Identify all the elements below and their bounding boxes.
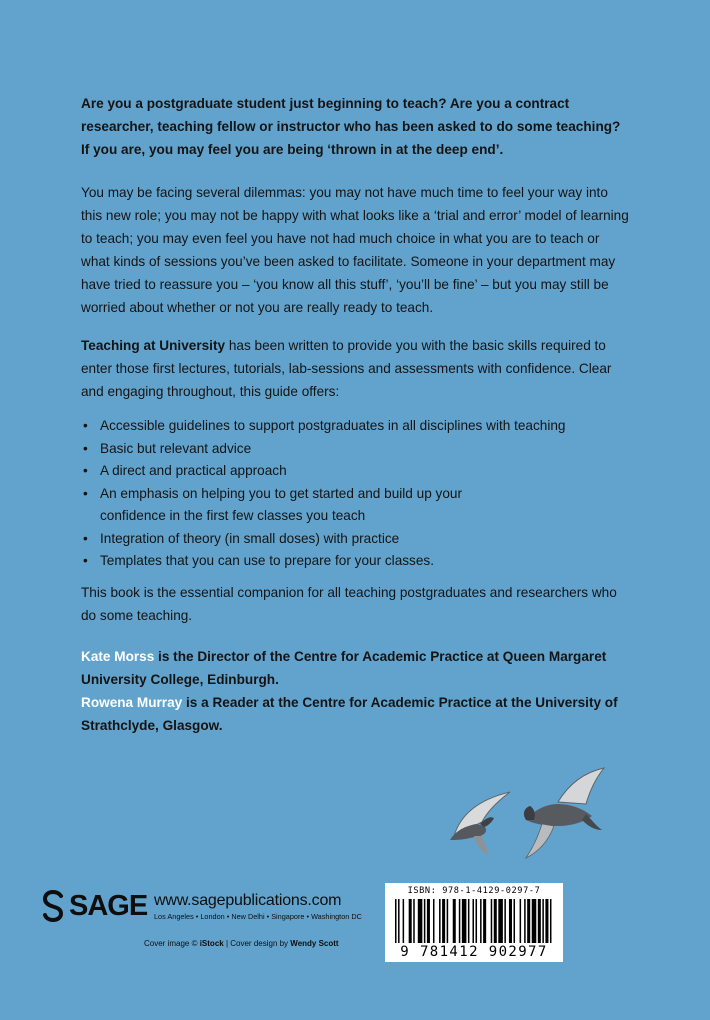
barcode-bar: [427, 899, 430, 943]
intro-text: Are you a postgraduate student just beginning to teach? Are you a contract researcher, teaching fellow or instructor who has been asked to do some teaching? If you are, you may feel you are being ‘thrown in at the deep end’.: [81, 96, 621, 157]
author-name: Kate Morss: [81, 649, 155, 664]
birds-illustration: [446, 764, 608, 862]
author-bio-murray: [81, 691, 629, 737]
pigeon-large-icon: [524, 768, 604, 858]
barcode-bar: [498, 899, 503, 943]
barcode-bar: [480, 899, 482, 943]
barcode-bar: [439, 899, 441, 943]
barcode-bar: [527, 899, 530, 943]
author-bio-morss: [81, 645, 629, 691]
barcode-bar: [433, 899, 435, 943]
barcode-bar: [453, 899, 456, 943]
feature-item: • A direct and practical approach: [81, 460, 629, 483]
barcode-bar: [504, 899, 506, 943]
isbn-digits: 9 781412 902977: [400, 944, 548, 960]
barcode-bar: [468, 899, 470, 943]
barcode-bar: [520, 899, 522, 943]
book-description: [81, 334, 629, 403]
dilemmas-paragraph: [81, 181, 629, 319]
isbn-barcode: [385, 883, 563, 962]
barcode-bar: [542, 899, 544, 943]
sage-s-mark-icon: [43, 890, 67, 922]
feature-item: • Integration of theory (in small doses) with practice: [81, 528, 629, 551]
barcode-bar: [472, 899, 474, 943]
barcode-bar: [509, 899, 512, 943]
feature-item: • Accessible guidelines to support postgraduates in all disciplines with teaching: [81, 415, 629, 438]
barcode-bar: [424, 899, 426, 943]
cover-image-source: iStock: [199, 939, 224, 948]
intro-paragraph: [81, 92, 629, 161]
barcode-bar: [447, 899, 449, 943]
publisher-cities: Los Angeles • London • New Delhi • Singapore • Washington DC: [154, 912, 362, 921]
barcode-bar: [538, 899, 541, 943]
cover-design-prefix: Cover design by: [230, 939, 291, 948]
author-bio: [81, 645, 629, 691]
isbn-label: ISBN: 978-1-4129-0297-7: [407, 886, 541, 896]
author-bio-text: is a Reader at the Centre for Academic Practice at the University of Strathclyde, Glasgow.: [81, 695, 618, 733]
feature-item: • Templates that you can use to prepare for your classes.: [81, 550, 629, 573]
barcode-bar: [545, 899, 548, 943]
barcode-bar: [462, 899, 467, 943]
book-title: Teaching at University: [81, 338, 226, 353]
features-list: [81, 415, 629, 573]
book-description-paragraph: [81, 334, 629, 403]
barcode-bar: [550, 899, 552, 943]
barcode-bar: [532, 899, 537, 943]
barcode-bar: [418, 899, 423, 943]
credits-separator: |: [223, 939, 231, 948]
barcode-bar: [403, 899, 405, 943]
barcode-bar: [398, 899, 400, 943]
cover-designer: Wendy Scott: [290, 939, 339, 948]
barcode-bar: [524, 899, 526, 943]
pigeon-small-icon: [450, 792, 510, 856]
barcode-bar: [491, 899, 493, 943]
dilemmas-text: You may be facing several dilemmas: you may not have much time to feel your way into this new role; you may not be happy with what looks like a ‘trial and error’ model of learning to teach; you may even feel you have not had much choice in what you are to teach or what kinds of sessions you’ve been asked to facilitate. Someone in your department may have tried to reassure you – ‘you know all this stuff’, ‘you’ll be fine’ – but you may still be worried about whether or not you are really ready to teach.: [81, 185, 629, 315]
cover-image-prefix: Cover image ©: [144, 939, 200, 948]
barcode-bar: [514, 899, 516, 943]
barcode-bar: [459, 899, 461, 943]
barcode-bar: [476, 899, 478, 943]
barcode-bar: [409, 899, 412, 943]
barcode-bars: [395, 899, 553, 947]
book-description-text: has been written to provide you with the basic skills required to enter those first lectures, tutorials, lab-sessions and assessments with confidence. Clear and engaging throughout, this guide offers:: [81, 338, 612, 399]
author-bio: [81, 691, 629, 737]
barcode-bar: [413, 899, 415, 943]
author-name: Rowena Murray: [81, 695, 183, 710]
cover-credits: [144, 938, 339, 950]
sage-wordmark: SAGE: [69, 890, 148, 922]
feature-item: • Basic but relevant advice: [81, 438, 629, 461]
feature-item: • An emphasis on helping you to get started and build up your confidence in the first few classes you teach: [81, 483, 510, 528]
barcode-bar: [483, 899, 486, 943]
barcode-bar: [442, 899, 445, 943]
publisher-url: www.sagepublications.com: [154, 892, 342, 909]
barcode-bar: [395, 899, 397, 943]
closing-paragraph: [81, 581, 629, 627]
barcode-bar: [494, 899, 497, 943]
author-bio-text: is the Director of the Centre for Academic Practice at Queen Margaret University College, Edinburgh.: [81, 649, 607, 687]
closing-text: This book is the essential companion for all teaching postgraduates and researchers who do some teaching.: [81, 585, 617, 623]
sage-logo: [43, 888, 147, 924]
